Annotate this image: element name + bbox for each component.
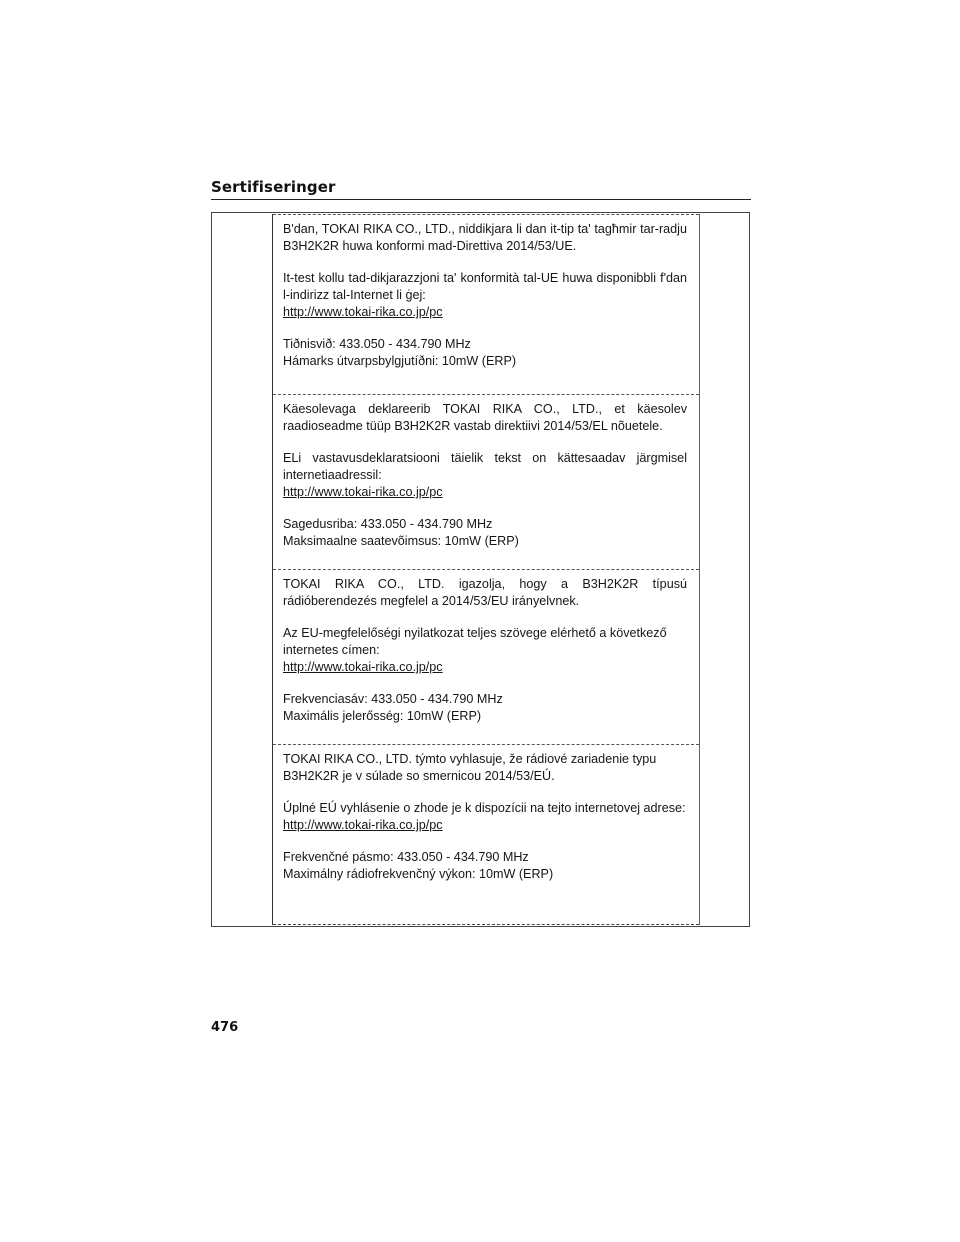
declaration-block-estonian (273, 394, 699, 569)
section-title: Sertifiseringer (211, 178, 336, 196)
frequency-band: Frekvenčné pásmo: 433.050 - 434.790 MHz (283, 850, 529, 864)
availability-text: It-test kollu tad-dikjarazzjoni ta' konformità tal-UE huwa disponibbli f'dan l-indirizz tal-Internet li ġej: (283, 271, 687, 302)
scan-bottom-rule (273, 924, 699, 925)
availability-text: ELi vastavusdeklaratsiooni täielik tekst on kättesaadav järgmisel internetiaadressil: (283, 451, 687, 482)
declaration-url: http://www.tokai-rika.co.jp/pc (283, 305, 443, 319)
declaration-text: TOKAI RIKA CO., LTD. týmto vyhlasuje, že rádiové zariadenie typu B3H2K2R je v súlade so smernicou 2014/53/EÚ. (283, 752, 657, 783)
frequency-band: Sagedusriba: 433.050 - 434.790 MHz (283, 517, 493, 531)
declaration-text: Käesolevaga deklareerib TOKAI RIKA CO., LTD., et käesolev raadioseadme tüüp B3H2K2R vastab direktiivi 2014/53/EL nõuetele. (283, 402, 687, 433)
declaration-block-slovak (273, 744, 699, 925)
max-power: Hámarks útvarpsbylgjutíðni: 10mW (ERP) (283, 354, 517, 368)
availability-text: Úplné EÚ vyhlásenie o zhode je k dispozícii na tejto internetovej adrese: (283, 801, 686, 815)
max-power: Maximális jelerősség: 10mW (ERP) (283, 709, 482, 723)
declaration-scan (272, 214, 700, 925)
declaration-block-maltese (273, 214, 699, 394)
max-power: Maximálny rádiofrekvenčný výkon: 10mW (ERP) (283, 867, 554, 881)
max-power: Maksimaalne saatevõimsus: 10mW (ERP) (283, 534, 519, 548)
frequency-band: Tiðnisvið: 433.050 - 434.790 MHz (283, 337, 471, 351)
title-divider (211, 199, 751, 200)
page-number: 476 (211, 1020, 239, 1035)
declaration-text: TOKAI RIKA CO., LTD. igazolja, hogy a B3H2K2R típusú rádióberendezés megfelel a 2014/53/EU irányelvnek. (283, 577, 687, 608)
declaration-url: http://www.tokai-rika.co.jp/pc (283, 485, 443, 499)
declaration-url: http://www.tokai-rika.co.jp/pc (283, 660, 443, 674)
availability-text: Az EU-megfelelőségi nyilatkozat teljes szövege elérhető a következő internetes címen: (283, 626, 667, 657)
declaration-text: B'dan, TOKAI RIKA CO., LTD., niddikjara li dan it-tip ta' tagħmir tar-radju B3H2K2R huwa konformi mad-Direttiva 2014/53/UE. (283, 222, 687, 253)
frequency-band: Frekvenciasáv: 433.050 - 434.790 MHz (283, 692, 503, 706)
declaration-url: http://www.tokai-rika.co.jp/pc (283, 818, 443, 832)
declaration-block-hungarian (273, 569, 699, 744)
